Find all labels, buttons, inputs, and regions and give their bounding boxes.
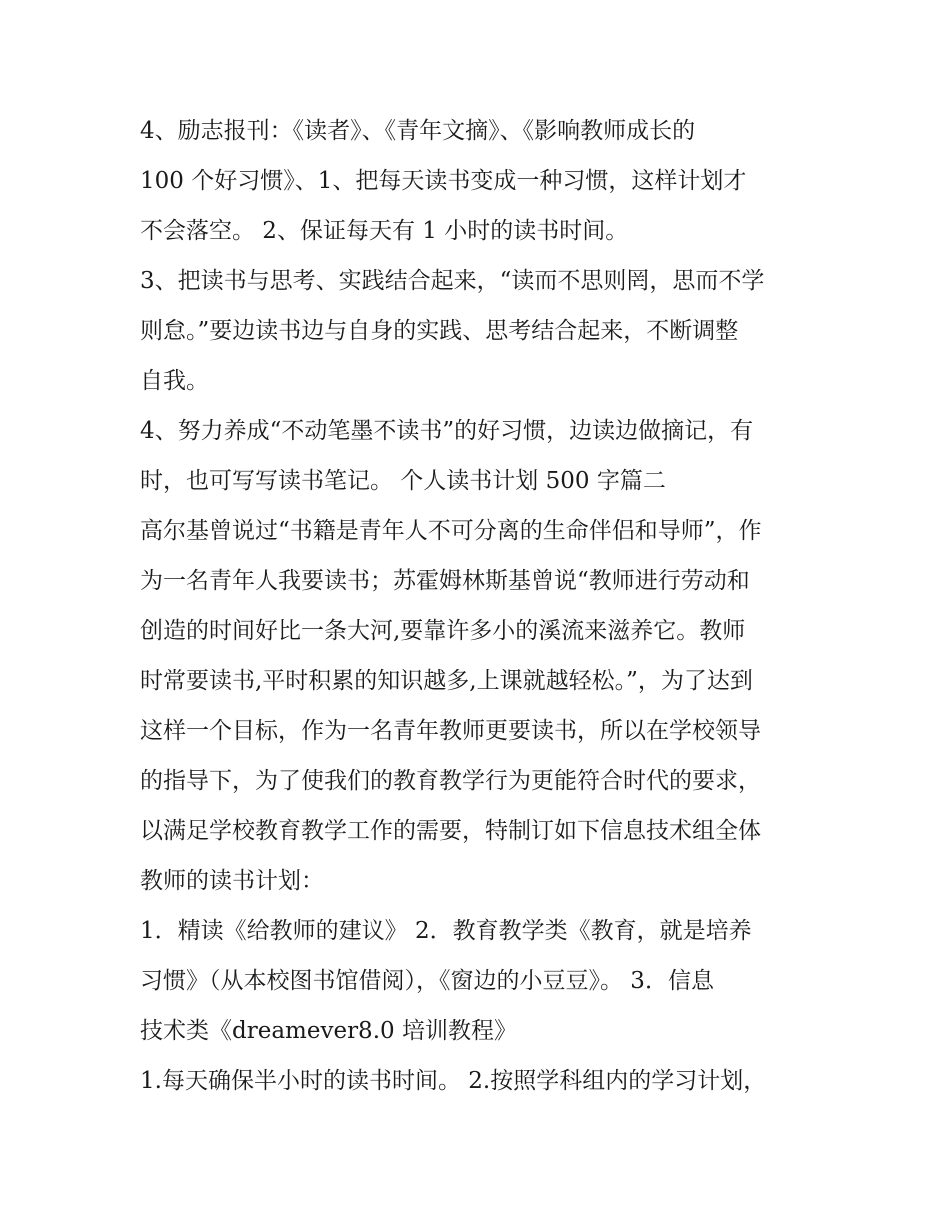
- text-line-1: 4、励志报刊：《读者》、《青年文摘》、《影响教师成长的: [140, 118, 696, 144]
- text-line-11: 创造的时间好比一条大河,要靠许多小的溪流来滋养它。教师: [140, 618, 746, 644]
- text-line-8: 时，也可写写读书笔记。 个人读书计划 500 字篇二: [140, 468, 666, 494]
- text-line-17: 1．精读《给教师的建议》 2．教育教学类《教育，就是培养: [140, 918, 752, 944]
- text-line-4: 3、把读书与思考、实践结合起来，“读而不思则罔，思而不学: [140, 268, 765, 294]
- text-line-3: 不会落空。 2、保证每天有 1 小时的读书时间。: [140, 218, 629, 244]
- text-line-19: 技术类《dreamever8.0 培训教程》: [140, 1018, 517, 1044]
- text-line-18: 习惯》（从本校图书馆借阅），《窗边的小豆豆》。 3．信息: [140, 968, 714, 994]
- text-line-14: 的指导下，为了使我们的教育教学行为更能符合时代的要求，: [140, 768, 761, 794]
- text-line-7: 4、努力养成“不动笔墨不读书”的好习惯，边读边做摘记，有: [140, 418, 754, 444]
- text-line-16: 教师的读书计划：: [140, 868, 324, 894]
- text-line-15: 以满足学校教育教学工作的需要，特制订如下信息技术组全体: [140, 818, 761, 844]
- document-body: [140, 106, 830, 1106]
- text-line-13: 这样一个目标，作为一名青年教师更要读书，所以在学校领导: [140, 718, 761, 744]
- text-line-10: 为一名青年人我要读书；苏霍姆林斯基曾说“教师进行劳动和: [140, 568, 750, 594]
- text-line-12: 时常要读书,平时积累的知识越多,上课就越轻松。”，为了达到: [140, 668, 753, 694]
- text-line-5: 则怠。”要边读书边与自身的实践、思考结合起来，不断调整: [140, 318, 739, 344]
- text-line-20: 1.每天确保半小时的读书时间。 2.按照学科组内的学习计划，: [140, 1068, 767, 1094]
- text-line-9: 高尔基曾说过“书籍是青年人不可分离的生命伴侣和导师”，作: [140, 518, 762, 544]
- text-line-2: 100 个好习惯》、1、把每天读书变成一种习惯，这样计划才: [140, 168, 747, 194]
- text-line-6: 自我。: [140, 368, 209, 394]
